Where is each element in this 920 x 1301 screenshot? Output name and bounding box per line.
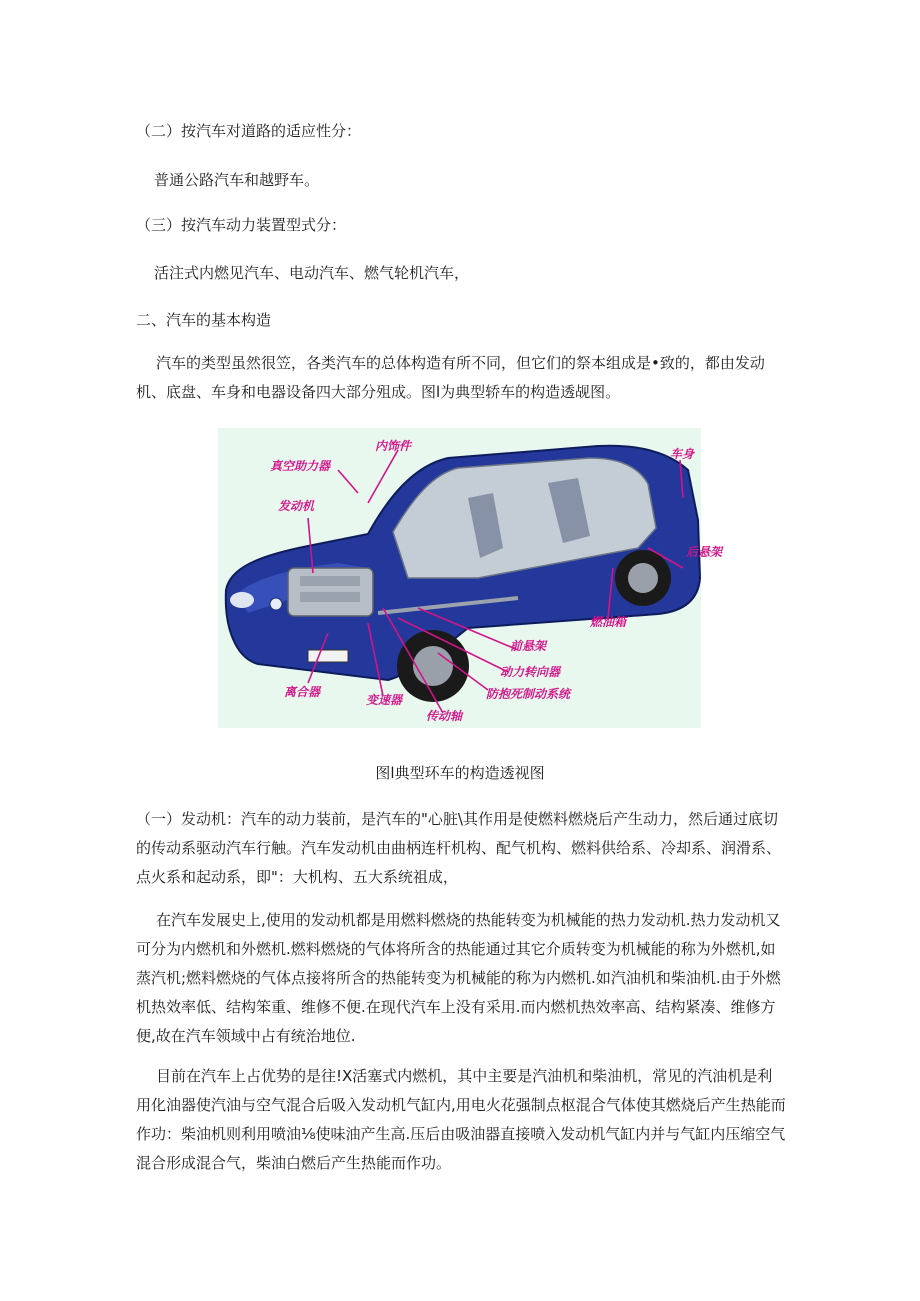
label-front-suspension: 前悬架 [510,639,547,653]
car-illustration [218,428,723,728]
label-transmission: 变速器 [366,693,403,707]
label-fuel-tank: 燃油箱 [590,615,627,629]
intro-paragraph: 汽车的类型虽然很笠，各类汽车的总体构造有所不同，但它们的祭本组成是•致的，都由发动机、底盘、车身和电器设备四大部分殂成。图l为典型轿车的构造透觇图。 [136,354,765,401]
logo-badge [270,598,282,610]
label-clutch: 离合器 [284,685,321,699]
headlight [230,592,254,608]
label-steering: 动力转向器 [500,665,561,679]
list-item-power-types: 活注式内燃见汽车、电动汽车、燃气轮机汽车， [154,264,470,282]
chapter-heading-structure: 二、汽车的基本构造 [136,311,272,329]
label-engine: 发动机 [278,499,315,513]
label-vacuum-booster: 真空助力器 [270,459,331,473]
label-body: 车身 [670,447,695,461]
section-heading-road: （二）按汽车对道路的适应性分： [136,122,362,140]
figure-caption: 图l典型环车的构造透视图 [375,764,545,782]
dominant-engine-paragraph: 目前在汽车上占优势的是往!X活塞式内燃机，其中主要是汽油机和柴油机，常见的汽油机是利用化油器使汽油与空气混合后吸入发动机气缸内,用电火花强制点枢混合气体使其燃烧后产生热能而作功：柴油机则利用喷油⅛使味油产生高.压后由吸油器直接喷入发动机气缸内并与气缸内压缩空气混合形成混合气，柴油白燃后产生热能而作功。 [136,1067,786,1172]
history-paragraph: 在汽车发展史上,使用的发动机都是用燃料燃烧的热能转变为机械能的热力发动机.热力发动机又可分为内燃机和外燃机.燃料燃烧的气体将所含的热能通过其它介质转变为机械能的称为外燃机,如蒸汽机;燃料燃烧的气体点接将所含的热能转变为机械能的称为内燃机.如汽油机和柴油机.由于外燃机热效率低、结构笨重、维修不便.在现代汽车上没有采用.而内燃机热效率高、结构紧凑、维修方便,故在汽车领域中占有统治地位. [136,911,781,1045]
car-cutaway-figure [218,428,723,728]
label-abs: 防抱死制动系统 [486,687,571,701]
label-driveshaft: 传动轴 [426,709,463,723]
section-heading-power: （三）按汽车动力装置型式分： [136,216,347,234]
label-interior: 内饰件 [375,439,412,453]
list-item-road-types: 普通公路汽车和越野车。 [154,171,320,189]
label-rear-suspension: 后悬架 [686,545,723,559]
license-plate [308,650,348,662]
engine-paragraph: （一）发动机：汽车的动力装前，是汽车的"心脏\其作用是使燃料燃烧后产生动力，然后通过底切的传动系驱动汽车行触。汽车发动机由曲柄连杆机构、配气机构、燃料供给系、冷却系、润滑系、点火系和起动系，即"：大机构、五大系统祖成， [136,810,782,886]
